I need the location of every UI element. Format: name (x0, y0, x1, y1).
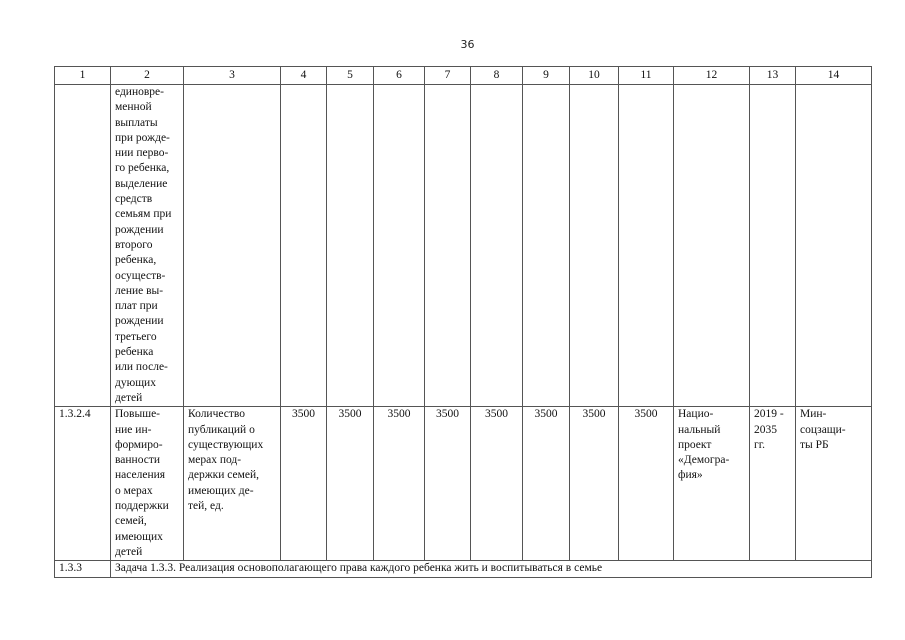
value-cell: 3500 (327, 407, 374, 561)
period-cell (750, 85, 796, 407)
column-header: 11 (619, 67, 674, 85)
table-row (55, 407, 872, 561)
column-header: 8 (471, 67, 523, 85)
column-header: 6 (374, 67, 425, 85)
column-header: 2 (111, 67, 184, 85)
task-text-cell: Задача 1.3.3. Реализация основополагающего права каждого ребенка жить и воспитываться в семье (111, 561, 872, 577)
value-cell: 3500 (523, 407, 570, 561)
column-header: 4 (281, 67, 327, 85)
row-code-cell: 1.3.2.4 (55, 407, 111, 561)
value-cell (425, 85, 471, 407)
value-cell (619, 85, 674, 407)
measure-name-cell: Повыше- ние ин- формиро- ванности населения о мерах поддержки семей, имеющих детей (111, 407, 184, 561)
value-cell (374, 85, 425, 407)
executor-cell (796, 85, 872, 407)
column-header: 7 (425, 67, 471, 85)
value-cell: 3500 (471, 407, 523, 561)
value-cell (570, 85, 619, 407)
column-header: 5 (327, 67, 374, 85)
period-cell: 2019 - 2035 гг. (750, 407, 796, 561)
value-cell: 3500 (570, 407, 619, 561)
value-cell: 3500 (425, 407, 471, 561)
indicator-cell (184, 85, 281, 407)
row-code-cell (55, 85, 111, 407)
source-cell: Нацио- нальный проект «Демогра- фия» (674, 407, 750, 561)
page-number: 36 (460, 38, 475, 51)
column-header: 3 (184, 67, 281, 85)
header-row (55, 67, 872, 85)
table-row (55, 85, 872, 407)
task-code-cell: 1.3.3 (55, 561, 111, 577)
value-cell (327, 85, 374, 407)
executor-cell: Мин- соцзащи- ты РБ (796, 407, 872, 561)
column-header: 9 (523, 67, 570, 85)
value-cell (523, 85, 570, 407)
column-header: 1 (55, 67, 111, 85)
column-header: 13 (750, 67, 796, 85)
value-cell: 3500 (281, 407, 327, 561)
column-header: 14 (796, 67, 872, 85)
value-cell: 3500 (374, 407, 425, 561)
task-row (55, 561, 872, 577)
value-cell (471, 85, 523, 407)
indicator-cell: Количество публикаций о существующих мерах под- держки семей, имеющих де- тей, ед. (184, 407, 281, 561)
value-cell: 3500 (619, 407, 674, 561)
program-table (54, 66, 872, 578)
value-cell (281, 85, 327, 407)
measure-name-cell: единовре- менной выплаты при рожде- нии перво- го ребенка, выделение средств семьям при рождении второго ребенка, осуществ- ление вы- плат при рождении третьего ребенка или после- дующих детей (111, 85, 184, 407)
column-header: 10 (570, 67, 619, 85)
source-cell (674, 85, 750, 407)
column-header: 12 (674, 67, 750, 85)
